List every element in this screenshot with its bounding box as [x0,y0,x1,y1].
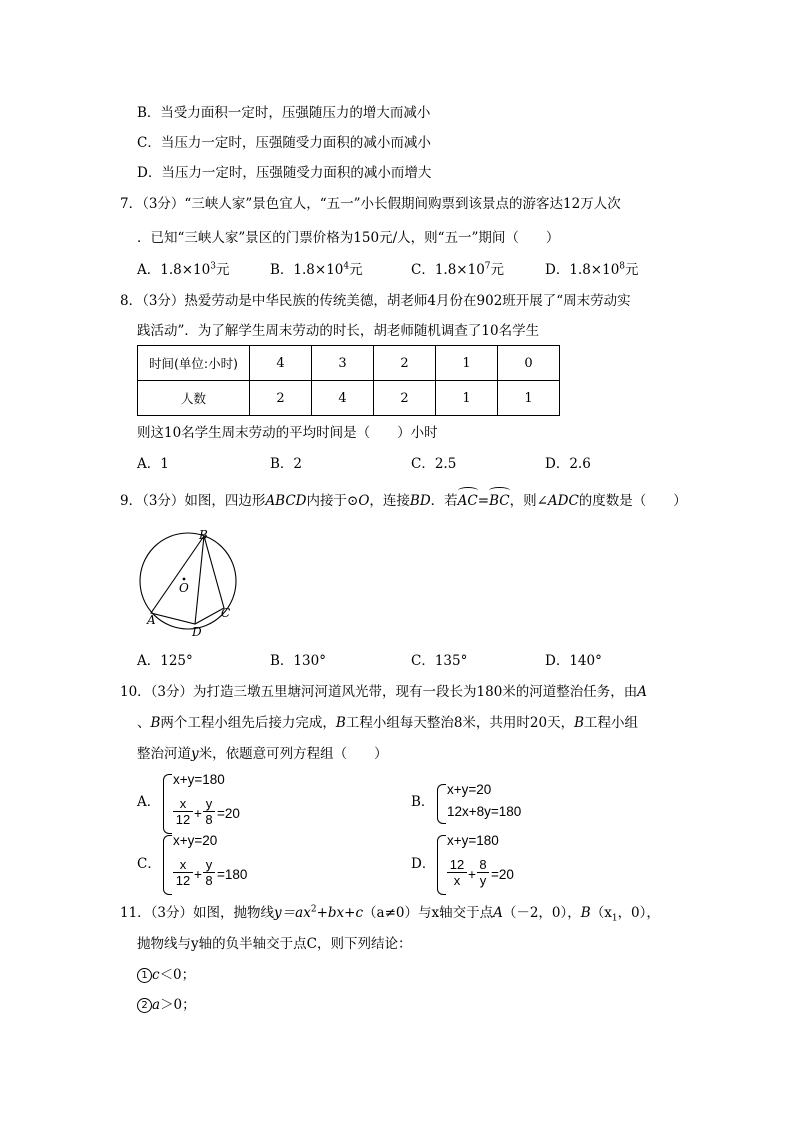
figure-label-b: B [199,528,208,542]
equation-line: x+y=20 [173,833,218,848]
q9-option-c: C．135° [411,653,468,669]
q7-stem-line2: ．已知“三峡人家”景区的门票价格为150元/人，则“五一”期间（ ） [137,230,560,246]
fraction: y 8 [203,857,215,888]
equation-line: 12x+8y=180 [447,804,522,819]
fraction: x 12 [173,796,193,827]
figure-label-o: O [179,581,189,595]
circled-number-icon: 1 [137,968,152,983]
q7-option-a: A．$1.8\times 10^3$元 [137,261,230,278]
q11-stem-line1: 11．（3分）如图，抛物线$y=ax^2+bx+c(a\ne 0)$与x轴交于点A（－2，0），$B(x_1$，0）， [120,904,660,924]
equation-line: x+y=20 [447,782,492,797]
table-cell: 2 [250,381,312,416]
q8-stem-line2: 践活动”．为了解学生周末劳动的时长，胡老师随机调查了10名学生 [137,323,540,339]
q10-option-d-label: D． [411,856,436,872]
q9-circle-figure [138,526,248,641]
figure-label-c: C [221,606,231,620]
arc-bc: BC [489,493,510,509]
q10-option-a-label: A． [137,794,161,810]
q7-option-b: B．$1.8\times 10^4$元 [270,261,363,278]
table-cell: 1 [436,381,498,416]
figure-label-d: D [192,625,202,639]
fraction: y 8 [203,796,215,827]
q9-option-b: B．130° [270,653,326,669]
q9-option-d: D．140° [545,653,602,669]
table-header-count: 人数 [138,381,250,416]
q8-stem-line1: 8．（3分）热爱劳动是中华民族的传统美德，胡老师4月份在902班开展了“周末劳动实 [120,293,631,309]
brace-icon [163,835,172,895]
table-cell: 1 [498,381,560,416]
q6-option-d: D．当压力一定时，压强随受力面积的减小而增大 [137,165,432,181]
q10-stem-line3: 整治河道y米，依题意可列方程组（ ） [137,746,388,762]
q8-data-table [137,345,560,416]
q10-option-c-system: x+y=20 x 12 + y 8 =180 [163,833,293,895]
figure-label-a: A [147,613,156,627]
table-cell: 2 [374,381,436,416]
q9-option-a: A．125° [137,653,193,669]
q10-option-d-system: x+y=180 12 x + 8 y =20 [437,833,567,895]
q10-option-b-label: B． [411,794,435,810]
fraction: 12 x [447,857,467,888]
q9-stem: 9．（3分）如图，四边形ABCD内接于⊙O，连接BD．若AC=BC，则∠ADC的度数是（ ） [120,493,687,509]
arc-ac: AC [457,493,478,509]
table-row [138,346,560,381]
brace-icon [163,774,172,834]
table-header-time: 时间(单位:小时) [138,346,250,381]
table-row [138,381,560,416]
table-cell: 4 [250,346,312,381]
equation-line: x+y=180 [447,833,499,848]
q8-option-a: A．1 [137,456,169,472]
q6-option-b: B．当受力面积一定时，压强随压力的增大而减小 [137,105,431,121]
q10-option-b-system [437,782,567,826]
q8-option-b: B．2 [270,456,303,472]
q8-option-d: D．2.6 [545,456,591,472]
q10-option-c-label: C． [137,856,161,872]
q8-stem-line3: 则这10名学生周末劳动的平均时间是（ ）小时 [137,425,438,441]
circled-number-icon: 2 [137,998,152,1013]
q8-option-c: C．2.5 [411,456,457,472]
q10-option-a-system: x+y=180 x 12 + y 8 =20 [163,772,293,834]
q7-option-c: C．$1.8\times 10^7$元 [411,261,505,278]
table-cell: 3 [312,346,374,381]
equation-line: x+y=180 [173,772,225,787]
q10-stem-line1: 10．（3分）为打造三墩五里塘河河道风光带，现有一段长为180米的河道整治任务，由A [120,684,648,700]
q11-conclusion-2: 2 a＞0； [137,996,196,1014]
fraction: 8 y [477,857,489,888]
q11-stem-line2: 抛物线与y轴的负半轴交于点C，则下列结论： [137,936,412,952]
brace-icon [437,784,446,824]
q7-stem-line1: 7．（3分）“三峡人家”景色宜人，“五一”小长假期间购票到该景点的游客达12万人次 [120,196,621,212]
table-cell: 1 [436,346,498,381]
q7-option-d: D．$1.8\times 10^8$元 [545,261,639,278]
q10-stem-line2: 、B两个工程小组先后接力完成，B工程小组每天整治8米，共用时20天，B工程小组 [137,715,639,731]
q11-conclusion-1: 1 c＜0； [137,966,195,984]
brace-icon [437,835,446,895]
table-cell: 0 [498,346,560,381]
table-cell: 4 [312,381,374,416]
fraction: x 12 [173,857,193,888]
q6-option-c: C．当压力一定时，压强随受力面积的减小而减小 [137,135,431,151]
table-cell: 2 [374,346,436,381]
